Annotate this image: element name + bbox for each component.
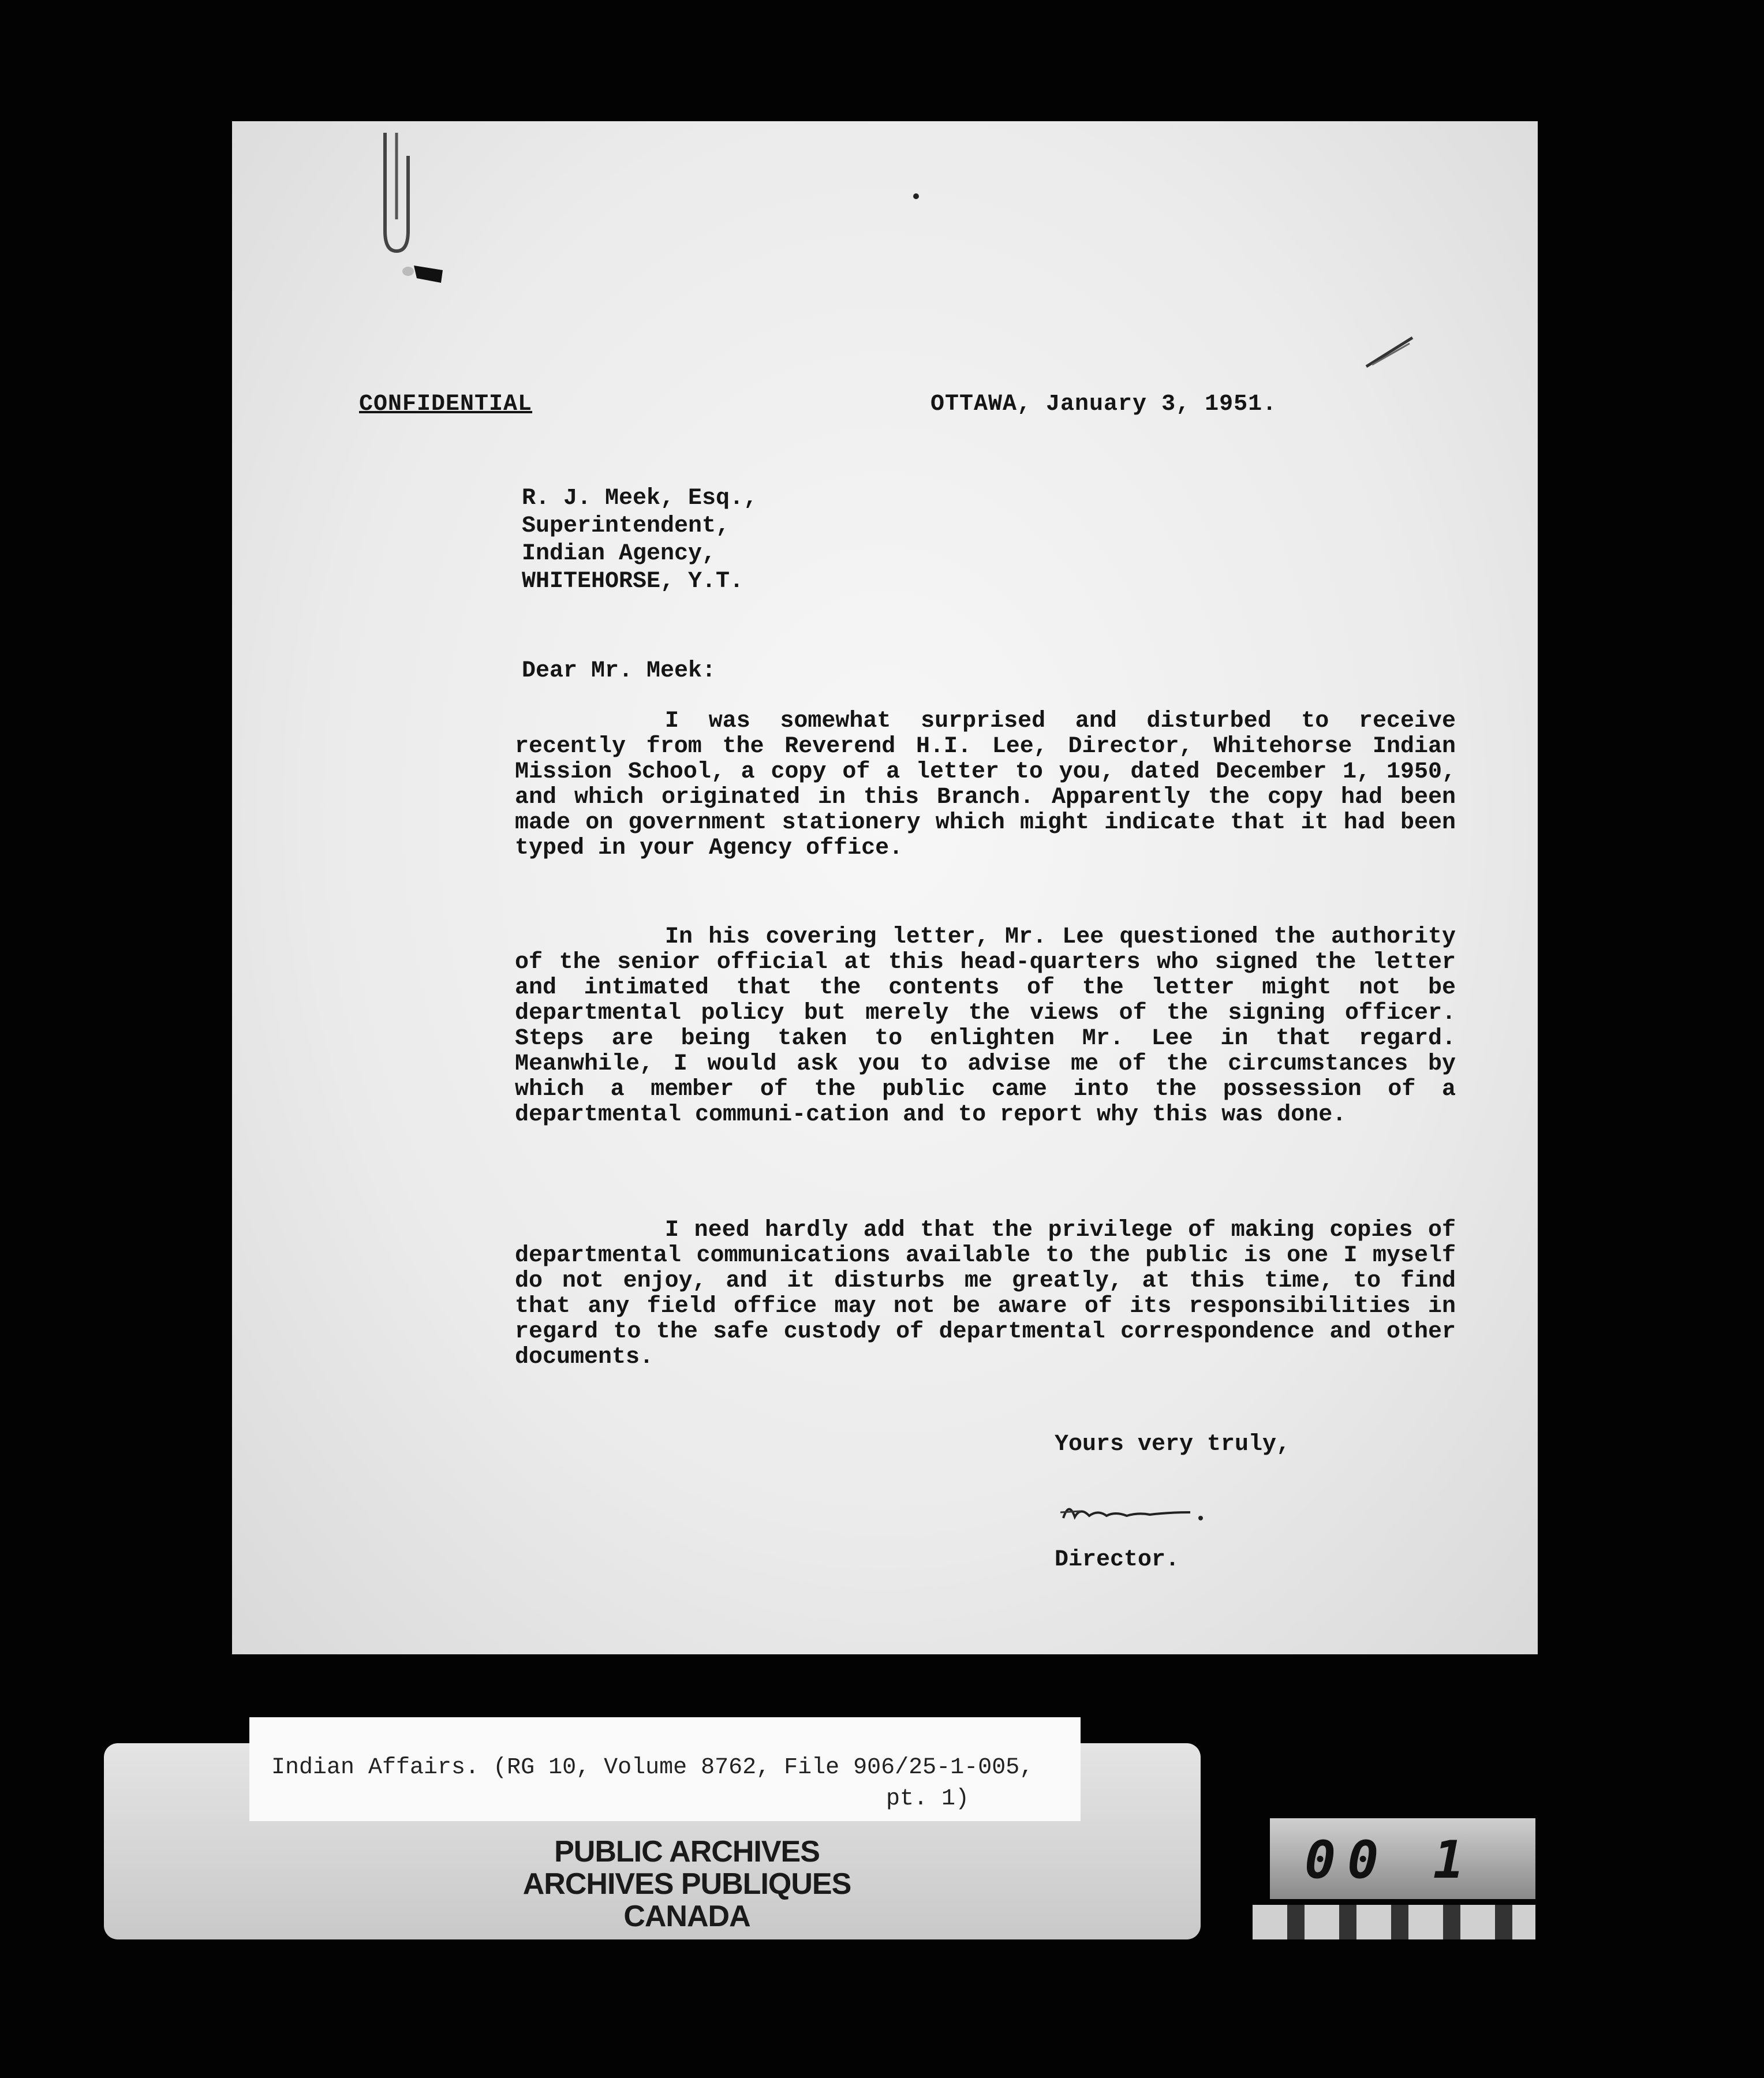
frame-counter-base	[1253, 1905, 1535, 1939]
archive-reference-line2: pt. 1)	[886, 1786, 970, 1812]
address-line: WHITEHORSE, Y.T.	[522, 569, 744, 595]
ink-dot	[913, 193, 919, 199]
stamp-line: ARCHIVES PUBLIQUES	[522, 1867, 851, 1901]
stamp-line: CANADA	[623, 1900, 750, 1933]
smudge-mark	[388, 260, 446, 286]
body-paragraph-2: In his covering letter, Mr. Lee questioned the authority of the senior official at this head-quarters who signed the letter and intimated that the contents of the letter might not be departmental policy but merely the views of the signing officer. Steps are being taken to enlighten Mr. Lee in that regard. Meanwhile, I would ask you to advise me of the circumstances by which a member of the public came into the possession of a departmental communi-cation and to report why this was done.	[515, 924, 1456, 1128]
recipient-address	[522, 485, 757, 596]
archives-stamp	[427, 1836, 947, 1933]
closing: Yours very truly,	[1055, 1432, 1291, 1457]
salutation: Dear Mr. Meek:	[522, 658, 716, 684]
body-paragraph-3: I need hardly add that the privilege of making copies of departmental communications available to the public is one I myself do not enjoy, and it disturbs me greatly, at this time, to find that any field office may not be aware of its responsibilities in regard to the safe custody of departmental correspondence and other documents.	[515, 1217, 1456, 1370]
letter-page	[232, 121, 1538, 1654]
confidential-heading: CONFIDENTIAL	[359, 391, 533, 417]
paperclip-icon	[373, 133, 414, 260]
archive-reference-line1: Indian Affairs. (RG 10, Volume 8762, File 906/25-1-005,	[271, 1755, 1034, 1781]
address-line: R. J. Meek, Esq.,	[522, 485, 758, 511]
handwritten-signature	[1057, 1495, 1208, 1530]
address-line: Indian Agency,	[522, 541, 716, 567]
stamp-line: PUBLIC ARCHIVES	[554, 1835, 820, 1868]
body-paragraph-1: I was somewhat surprised and disturbed to receive recently from the Reverend H.I. Lee, Director, Whitehorse Indian Mission School, a copy of a letter to you, dated December 1, 1950, and which originated in this Branch. Apparently the copy had been made on government stationery which might indicate that it had been typed in your Agency office.	[515, 708, 1456, 861]
pen-tick-mark	[1363, 335, 1415, 369]
frame-counter-digits: 00 1	[1305, 1830, 1476, 1890]
signature-title: Director.	[1055, 1547, 1180, 1573]
place-date: OTTAWA, January 3, 1951.	[930, 391, 1277, 417]
address-line: Superintendent,	[522, 513, 730, 539]
